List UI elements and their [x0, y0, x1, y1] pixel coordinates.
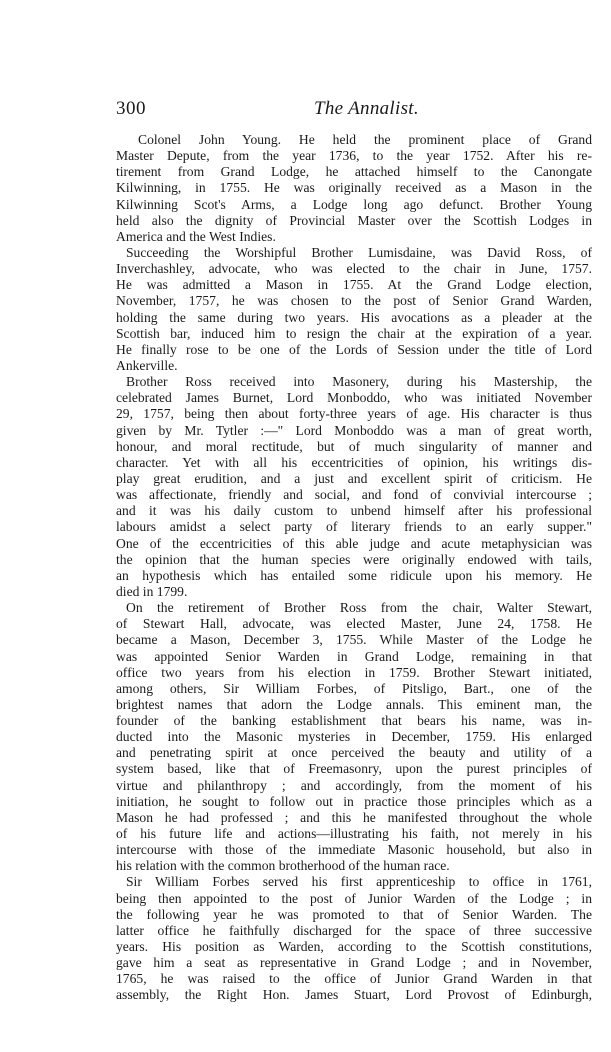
- text-line: intercourse with those of the immediate Masonic household, but also in: [116, 842, 592, 858]
- text-line: gave him a seat as representative in Grand Lodge ; and in November,: [116, 955, 592, 971]
- paragraph-lord-monboddo: [116, 374, 592, 600]
- text-line: Colonel John Young. He held the prominent place of Grand: [138, 132, 592, 147]
- text-line: an hypothesis which has entailed some ridicule upon his memory. He: [116, 567, 592, 583]
- paragraph-walter-stewart: [116, 600, 592, 874]
- text-line: and penetrating spirit at once perceived the beauty and utility of a: [116, 745, 592, 761]
- text-line: tirement from Grand Lodge, he attached himself to the Canongate: [116, 164, 592, 180]
- text-line: being then appointed to the post of Junior Warden of the Lodge ; in: [116, 890, 592, 906]
- text-line: labours amidst a select party of literary friends to an early supper.": [116, 519, 592, 535]
- text-line: Kilwinning, in 1755. He was originally received as a Mason in the: [116, 180, 592, 196]
- text-line: of his future life and actions—illustrating his faith, not merely in his: [116, 826, 592, 842]
- text-line: He finally rose to be one of the Lords of Session under the title of Lord: [116, 341, 592, 357]
- paragraph-david-ross: [116, 245, 592, 374]
- text-line: On the retirement of Brother Ross from the chair, Walter Stewart,: [126, 600, 592, 616]
- text-line: Mason he had professed ; and this he manifested throughout the whole: [116, 809, 592, 825]
- text-line: Succeeding the Worshipful Brother Lumisdaine, was David Ross, of: [126, 244, 592, 260]
- text-line: He was admitted a Mason in 1755. At the Grand Lodge election,: [116, 277, 592, 293]
- paragraph-colonel-john-young: [116, 132, 592, 245]
- text-line: virtue and philanthropy ; and accordingly, from the moment of his: [116, 777, 592, 793]
- text-line: Inverchashley, advocate, who was elected to the chair in June, 1757.: [116, 261, 592, 277]
- text-line: Sir William Forbes served his first apprenticeship to office in 1761,: [126, 874, 592, 890]
- text-line: died in 1799.: [116, 583, 188, 599]
- text-line: 1765, he was raised to the office of Junior Grand Warden in that: [116, 971, 592, 987]
- text-line: Master Depute, from the year 1736, to the year 1752. After his re-: [116, 148, 592, 164]
- text-line: holding the same during two years. His avocations as a pleader at the: [116, 309, 592, 325]
- text-line: Brother Ross received into Masonery, during his Mastership, the: [126, 374, 592, 390]
- text-line: the opinion that the human species were originally endowed with tails,: [116, 551, 592, 567]
- text-line: character. Yet with all his eccentricities of opinion, his writings dis-: [116, 454, 592, 470]
- text-line: celebrated James Burnet, Lord Monboddo, who was initiated November: [116, 390, 592, 406]
- text-line: became a Mason, December 3, 1755. While Master of the Lodge he: [116, 632, 592, 648]
- text-line: years. His position as Warden, according to the Scottish constitutions,: [116, 939, 592, 955]
- text-line: given by Mr. Tytler :—" Lord Monboddo was a man of great worth,: [116, 422, 592, 438]
- text-line: One of the eccentricities of this able judge and acute metaphysician was: [116, 535, 592, 551]
- text-line: held also the dignity of Provincial Master over the Scottish Lodges in: [116, 212, 592, 228]
- text-line: the following year he was promoted to that of Senior Warden. The: [116, 906, 592, 922]
- text-line: of Stewart Hall, advocate, was elected Master, June 24, 1758. He: [116, 616, 592, 632]
- paragraph-sir-william-forbes: [116, 874, 592, 1003]
- text-line: and it was his daily custom to unbend himself after his professional: [116, 503, 592, 519]
- text-line: Kilwinning Scot's Arms, a Lodge long ago defunct. Brother Young: [116, 196, 592, 212]
- text-line: was appointed Senior Warden in Grand Lodge, remaining in that: [116, 648, 592, 664]
- text-line: initiation, he sought to follow out in practice those principles which as a: [116, 793, 592, 809]
- running-title: The Annalist.: [314, 98, 419, 119]
- text-line: founder of the banking establishment that bears his name, was in-: [116, 713, 592, 729]
- page-number: 300: [116, 98, 146, 119]
- text-line: America and the West Indies.: [116, 228, 276, 244]
- text-line: play great erudition, and a just and excellent spirit of criticism. He: [116, 470, 592, 486]
- text-line: among others, Sir William Forbes, of Pitsligo, Bart., one of the: [116, 680, 592, 696]
- text-line: November, 1757, he was chosen to the post of Senior Grand Warden,: [116, 293, 592, 309]
- book-page: [116, 96, 592, 1004]
- text-line: ducted into the Masonic mysteries in December, 1759. His enlarged: [116, 729, 592, 745]
- body-text: [116, 132, 592, 1004]
- text-line: system based, like that of Freemasonry, upon the purest principles of: [116, 761, 592, 777]
- text-line: was affectionate, friendly and social, and fond of convivial intercourse ;: [116, 487, 592, 503]
- text-line: assembly, the Right Hon. James Stuart, Lord Provost of Edinburgh,: [116, 987, 592, 1003]
- text-line: 29, 1757, being then about forty-three years of age. His character is thus: [116, 406, 592, 422]
- text-line: his relation with the common brotherhood of the human race.: [116, 858, 450, 874]
- text-line: Scottish bar, induced him to resign the chair at the expiration of a year.: [116, 325, 592, 341]
- text-line: honour, and moral rectitude, but of much singularity of manner and: [116, 438, 592, 454]
- text-line: Ankerville.: [116, 357, 178, 373]
- page-header: [116, 96, 592, 132]
- text-line: latter office he faithfully discharged for the space of three successive: [116, 922, 592, 938]
- text-line: brightest names that adorn the Lodge annals. This eminent man, the: [116, 696, 592, 712]
- text-line: office two years from his election in 1759. Brother Stewart initiated,: [116, 664, 592, 680]
